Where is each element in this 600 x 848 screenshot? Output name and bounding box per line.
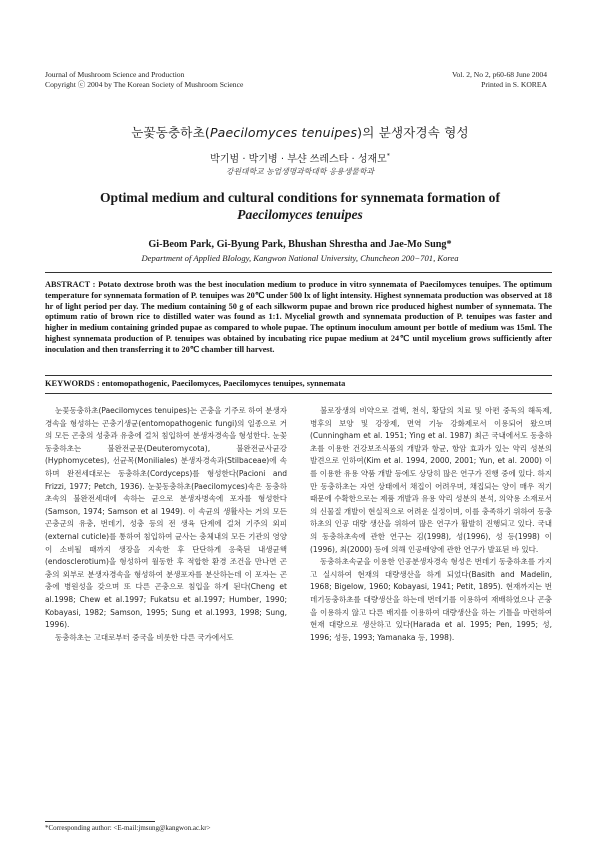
corresponding-author-footnote: *Corresponding author: <E-mail:jmsung@kangwon.ac.kr> [45,824,211,832]
body-paragraph: 불로장생의 비약으로 결핵, 천식, 황달의 치료 및 아편 중독의 해독제, 병후의 보양 및 강장제, 면역 기능 강화제로서 이용되어 왔으며(Cunningham et al. 1951; Ying et al. 1987) 최근 국내에서도 동충하초를 이용한 건강보조식품의 개발과 항균, 항암 효과가 있는 약리 성분의 발견으로 인하여(Kim et al. 1994, 2000, 2001; Yun, et al. 2000) 이를 이용한 유용 약품 개발 등에도 상당히 많은 연구가 진행 중에 있다. 하지만 동충하초는 자연 상태에서 채집이 어려우며, 채집되는 양이 매우 적기 때문에 수확한으로는 제품 개발과 유용 약리 성분의 분석, 의약용 소재로서의 신물질 개발이 현실적으로 어려운 실정이며, 이를 충족하기 위하여 동충하초의 인공 대량 생산을 위하여 많은 연구가 활발히 진행되고 있다. 국내의 동충하초속에 관한 연구는 김(1998), 성(1996), 성 등(1998) 이(1996), 최(2000) 등에 의해 인공배양에 관한 연구가 발표된 바 있다. [310,406,552,554]
body-left-column [45,405,287,644]
abstract [45,280,552,356]
english-affiliation: Department of Applied BIology, Kangwon National University, Chuncheon 200−701, Korea [141,253,459,263]
korean-affiliation: 강원대학교 농업생명과학대학 응용생물학과 [225,167,375,176]
footnote-rule [45,821,155,822]
corresponding-mark: * [386,152,390,160]
korean-authors [0,150,600,165]
body-paragraph: 동충하초는 고대로부터 중국을 비롯한 다른 국가에서도 [55,632,234,642]
abstract-top-rule [45,272,552,273]
english-title-line2: Paecilomyces tenuipes [237,207,363,222]
abstract-text: Potato dextrose broth was the best inoculation medium to produce in vitro synnemata of Paecilomyces tenuipes. The optimum temperature for synnemata formation of P. tenuipes was 20℃ under 500 lx of light intensity. Highest synnemata production was observed at 18 hr of light period per day. The medium containing 50 g of each silkworm pupae and brown rice produced highest number of synnemata. The optimum ratio of brown rice to distilled water was found as 1:1. Mycelial growth and synnemata production of P. tenuipes was faster and higher in medium containing grinded pupae as compared to whole pupae. The optinum inoculum amount per bottle of medium was 15ml. The highest synnemata production of P. tenuipes was obtained by incubating rice pupae medium at 24℃ until mycelium grows sufficiently after inoculation and then transferring it to 20℃ chamber till harvest. [45,280,553,354]
issue-info [297,70,547,90]
body-right-column [310,405,552,644]
keywords [45,379,552,388]
body-paragraph: 동충하초속균을 이용한 인공분생자경속 형성은 번데기 동충하초를 가지고 실시하여 현재의 대량생산을 하게 되었다(Basith and Madelin, 1968; Bigelow, 1960; Kobayasi, 1941; Petit, 1895). 현재까지는 번데기동충하초를 대량생산을 하는데 번데기를 이용하여 재배하였으나 곤충을 이용하지 않고 다른 배지를 이용하여 대량생산을 하는 기틀을 마련하여 현재 대량으로 생산하고 있다(Harada et al. 1995; Pen, 1995; 성, 1996; 성등, 1993; Yamanaka 등, 1998). [310,557,552,642]
journal-name: Journal of Mushroom Science and Production [45,70,185,79]
english-title [60,189,540,223]
korean-title-prefix: 눈꽃동충하초( [131,125,210,140]
english-authors: Gi-Beom Park, Gi-Byung Park, Bhushan Shrestha and Jae-Mo Sung* [148,239,452,250]
issue-printed: Printed in S. KOREA [481,80,547,89]
english-title-line1: Optimal medium and cultural conditions for synnemata formation of [99,190,501,205]
korean-title [0,123,600,141]
issue-volume: Vol. 2, No 2, p60-68 June 2004 [452,70,547,79]
keywords-text: entomopathogenic, Paecilomyces, Paecilomyces tenuipes, synnemata [101,379,346,388]
journal-copyright: Copyright ⓒ 2004 by The Korean Society of Mushroom Science [45,80,244,89]
abstract-label: ABSTRACT : [45,280,96,289]
abstract-bottom-rule [45,375,552,376]
keywords-rule [45,393,552,394]
korean-title-species: Paecilomyces tenuipes [209,125,358,140]
body-paragraph: 눈꽃동충하초(Paecilomyces tenuipes)는 곤충을 기주로 하여 분생자경속을 형성하는 곤충기생균(entomopathogenic fungi)의 일종으로 거의 모든 곤충의 성충과 유충에 걸처 침입하여 분생자경속을 형성한다. 눈꽃동충하초는 불완전균문(Deuteromycota), 불완전균사균강(Hyphomycetes), 선균목(Moniliales) 분생자경속과(Stilbaceae)에 속하며 완전세대로는 동충하초(Cordyceps)를 형성한다(Pacioni and Frizzi, 1977; Petch, 1936). 눈꽃동충하초(Paecilomyces)속은 동충하초속의 불완전세대에 속하는 균으로 분생자병속에 포자를 형성한다(Samson, 1974; Samson et al 1949). 이 속균의 생활사는 거의 모든 곤충군의 유충, 번데기, 성충 등의 전 생육 단계에 걸쳐 기주의 외피(external cuticle)를 통하여 침입하여 균사는 충체내의 모든 기관의 영양이 소비될 때까지 생장을 지속한 후 단단하게 응축된 내생균핵(endosclerotium)을 형성하여 월동한 후 적합한 환경 조건을 만나면 곤충의 외부로 분생자경속을 형성하여 분생포자를 분산하는데 이 포자는 곤충에 병원성을 갖으며 또 다른 곤충으로 침입을 하게 된다(Cheng et al.1998; Chew et al.1997; Fukatsu et al.1997; Humber, 1990; Kobayasi, 1982; Samson, 1995; Sung et al.1993, 1998; Sung, 1996). [45,406,287,630]
korean-title-suffix: )의 분생자경속 형성 [357,125,469,140]
keywords-label: KEYWORDS : [45,379,100,388]
korean-authors-names: 박기범 · 박기병 · 부샨 쓰레스타 · 성재모 [210,154,387,165]
